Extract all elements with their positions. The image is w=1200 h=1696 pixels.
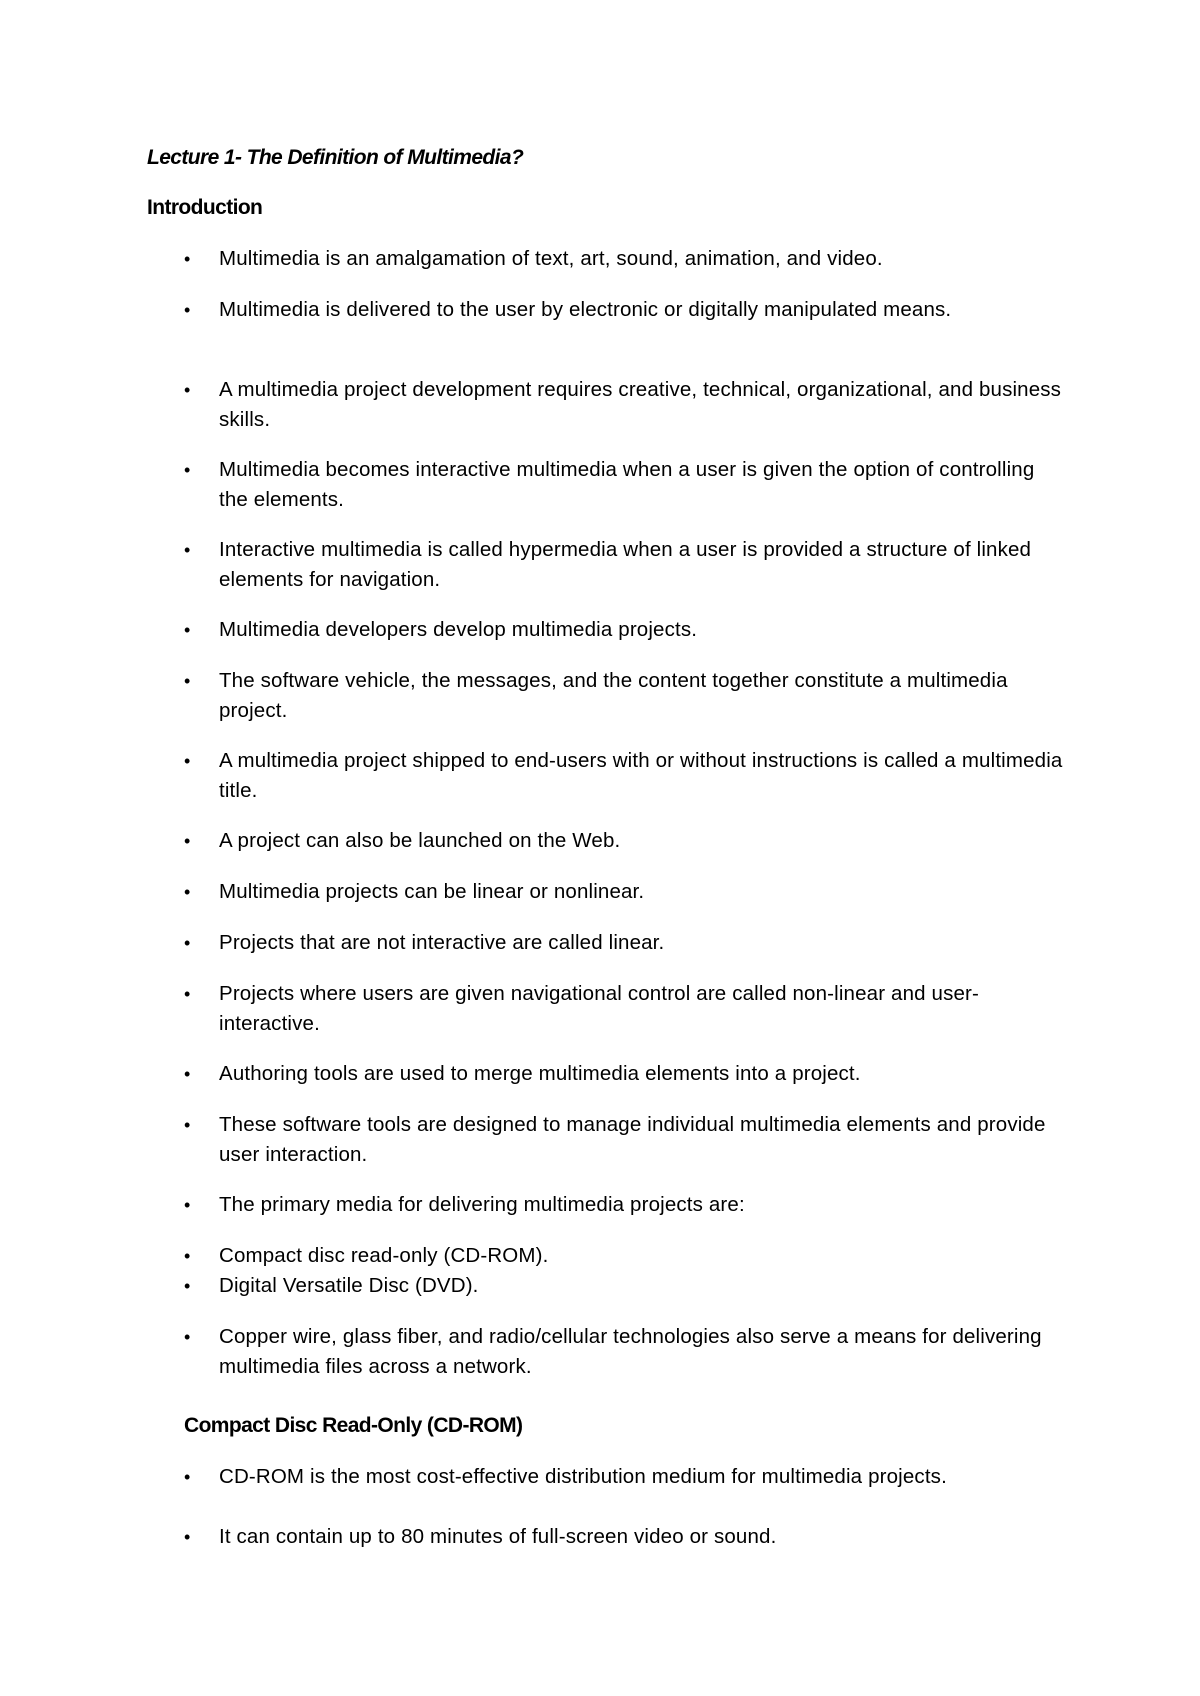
list-item: • These software tools are designed to manage individual multimedia elements and provide user interaction. — [219, 1110, 1069, 1170]
list-item: • A multimedia project development requires creative, technical, organizational, and business skills. — [219, 375, 1069, 435]
cdrom-heading: Compact Disc Read-Only (CD-ROM) — [184, 1414, 523, 1437]
introduction-heading: Introduction — [147, 196, 263, 219]
list-item: • It can contain up to 80 minutes of full-screen video or sound. — [219, 1522, 1069, 1552]
list-item: • Multimedia developers develop multimedia projects. — [219, 615, 1069, 645]
list-item: • A project can also be launched on the Web. — [219, 826, 1069, 856]
list-item: • Compact disc read-only (CD-ROM). — [219, 1241, 1069, 1271]
list-item: • A multimedia project shipped to end-users with or without instructions is called a multimedia title. — [219, 746, 1069, 806]
list-item: • Multimedia is an amalgamation of text, art, sound, animation, and video. — [219, 244, 1069, 274]
list-item: • The primary media for delivering multimedia projects are: — [219, 1190, 1069, 1220]
list-item: • Multimedia projects can be linear or nonlinear. — [219, 877, 1069, 907]
list-item: • CD-ROM is the most cost-effective distribution medium for multimedia projects. — [219, 1462, 1069, 1492]
list-item: • The software vehicle, the messages, and the content together constitute a multimedia project. — [219, 666, 1069, 726]
document-title: Lecture 1- The Definition of Multimedia? — [147, 146, 524, 169]
list-item: • Digital Versatile Disc (DVD). — [219, 1271, 1069, 1301]
list-item: • Interactive multimedia is called hypermedia when a user is provided a structure of linked elements for navigation. — [219, 535, 1069, 595]
list-item: • Multimedia is delivered to the user by electronic or digitally manipulated means. — [219, 295, 1069, 325]
list-item: • Multimedia becomes interactive multimedia when a user is given the option of controlling the elements. — [219, 455, 1069, 515]
list-item: • Authoring tools are used to merge multimedia elements into a project. — [219, 1059, 1069, 1089]
list-item: • Projects where users are given navigational control are called non-linear and user-interactive. — [219, 979, 1069, 1039]
list-item: • Projects that are not interactive are called linear. — [219, 928, 1069, 958]
list-item: • Copper wire, glass fiber, and radio/cellular technologies also serve a means for delivering multimedia files across a network. — [219, 1322, 1069, 1382]
